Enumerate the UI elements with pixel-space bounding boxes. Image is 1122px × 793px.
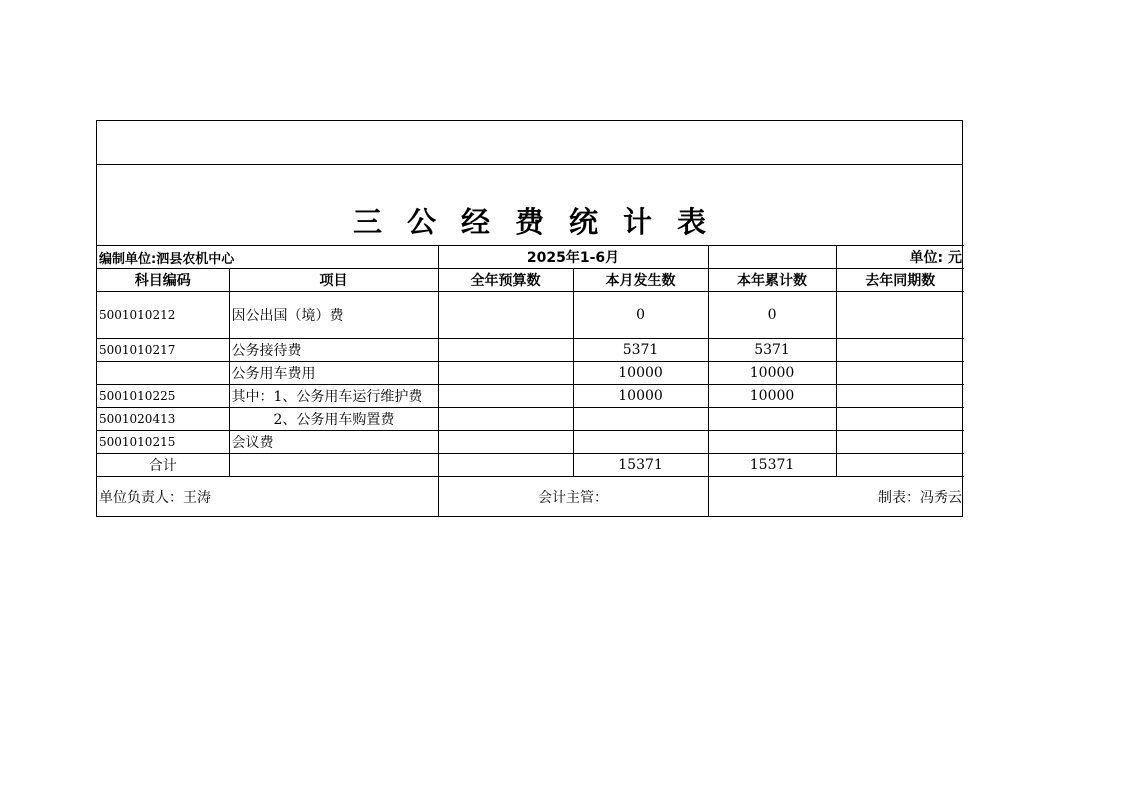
signature-row [97,477,964,517]
title-row [97,165,962,245]
table-row [97,408,964,431]
row-ytd [708,408,836,431]
table-row [97,431,964,454]
row-month: 0 [573,292,708,339]
row-code: 5001020413 [97,408,229,431]
row-budget [438,362,573,385]
header-budget: 全年预算数 [438,269,573,292]
header-item: 项目 [229,269,438,292]
table-row [97,362,964,385]
row-item: 公务用车费用 [229,362,438,385]
expense-table [97,245,964,516]
blank-header-row [97,121,962,165]
header-last-year: 去年同期数 [836,269,964,292]
total-label: 合计 [97,454,229,477]
report-period: 2025年1-6月 [438,246,708,269]
row-budget [438,385,573,408]
page-title: 三公经费统计表 [352,205,731,239]
row-budget [438,408,573,431]
row-month: 10000 [573,362,708,385]
row-last-year [836,362,964,385]
currency-unit: 单位: 元 [836,246,964,269]
row-item: 公务接待费 [229,339,438,362]
statistics-sheet [96,120,963,517]
table-row [97,339,964,362]
row-item: 会议费 [229,431,438,454]
row-item: 因公出国（境）费 [229,292,438,339]
table-row [97,385,964,408]
header-month: 本月发生数 [573,269,708,292]
row-month: 10000 [573,385,708,408]
total-last-year [836,454,964,477]
row-last-year [836,408,964,431]
row-last-year [836,431,964,454]
total-month: 15371 [573,454,708,477]
table-row [97,292,964,339]
chief-accountant: 会计主管： [438,477,708,517]
info-row [97,246,964,269]
header-ytd: 本年累计数 [708,269,836,292]
row-budget [438,292,573,339]
row-budget [438,431,573,454]
row-ytd: 5371 [708,339,836,362]
header-row [97,269,964,292]
row-code: 5001010225 [97,385,229,408]
row-code [97,362,229,385]
total-item [229,454,438,477]
total-row [97,454,964,477]
row-last-year [836,385,964,408]
row-ytd [708,431,836,454]
table-preparer: 制表：冯秀云 [708,477,964,517]
row-budget [438,339,573,362]
row-item: 2、公务用车购置费 [229,408,438,431]
row-last-year [836,339,964,362]
compiling-unit: 编制单位:泗县农机中心 [97,246,438,269]
info-empty-cell [708,246,836,269]
row-code: 5001010212 [97,292,229,339]
row-month [573,408,708,431]
row-ytd: 10000 [708,362,836,385]
row-ytd: 0 [708,292,836,339]
row-month: 5371 [573,339,708,362]
row-month [573,431,708,454]
header-code: 科目编码 [97,269,229,292]
row-ytd: 10000 [708,385,836,408]
total-ytd: 15371 [708,454,836,477]
row-last-year [836,292,964,339]
row-code: 5001010217 [97,339,229,362]
unit-leader: 单位负责人：王涛 [97,477,438,517]
total-budget [438,454,573,477]
row-item: 其中：1、公务用车运行维护费 [229,385,438,408]
row-code: 5001010215 [97,431,229,454]
